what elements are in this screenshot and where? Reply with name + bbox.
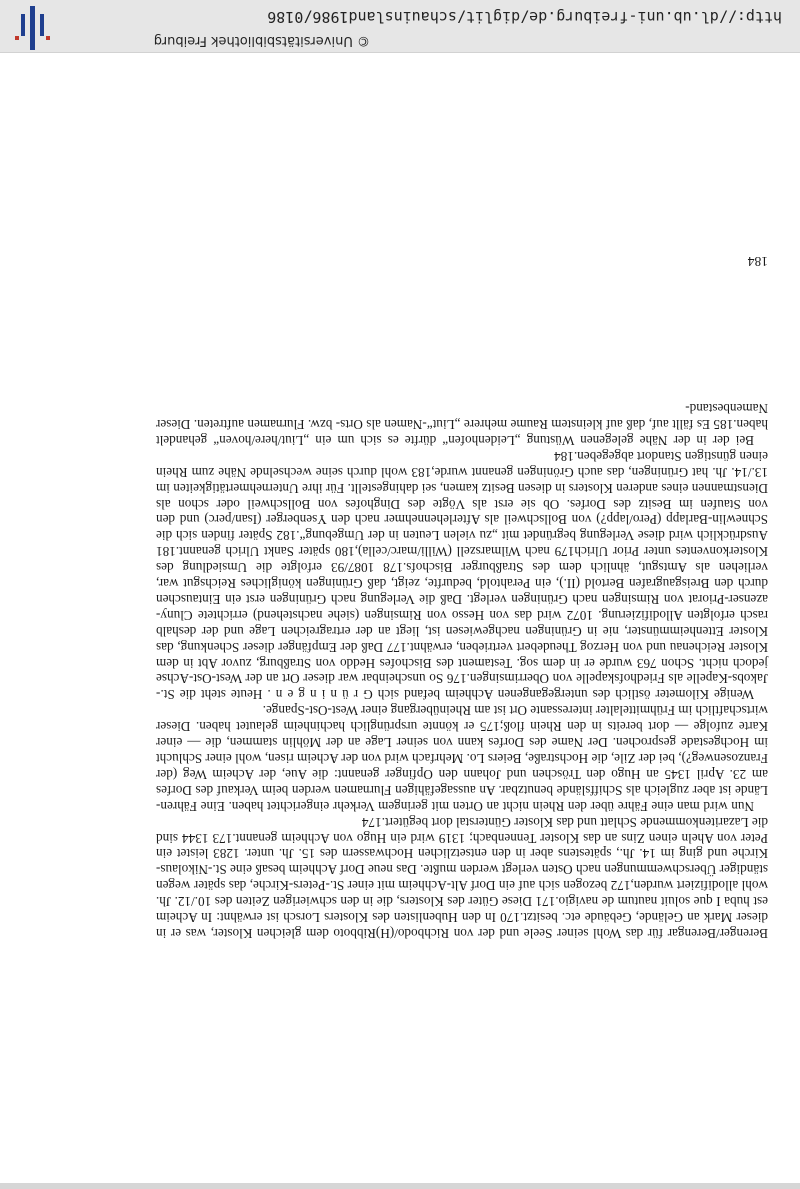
paragraph: Bei der in der Nähe gelegenen Wüstung „Leidenhofen“ dürfte es sich um ein „Liut/here/hoven“ gehandelt haben.185 Es fällt auf, daß auf kleinstem Raume mehrere „Liut“-Namen als Orts- bzw. Flurnamen auftreten. Dieser Namenbestand- <box>156 401 768 448</box>
university-logo-icon <box>12 6 54 50</box>
copyright-notice: © Universitätsbibliothek Freiburg <box>153 33 370 48</box>
source-url-link[interactable]: http://dl.ub.uni-freiburg.de/diglit/schauinsland1986/0186 <box>267 8 782 26</box>
page-number: 184 <box>747 254 768 269</box>
paragraph: Berenger/Berengar für das Wohl seiner Seele und der von Richbodo/(H)Ribboto dem gleichen Kloster, was er in dieser Mark an Gelände, Gebäude etc. besitzt.170 In den Hubenlisten des Klosters Lorsch ist erwähnt: In Acheim est huba I que soluit nautum de navigio.171 Diese Güter des Klosters, die in den schwierigen Zeiten des 10./12. Jh. wohl allodifiziert wurden,172 bezogen sich auf ein Dorf Alt-Achheim mit einer St.-Peters-Kirche, das später wegen ständiger Überschwemmungen nach Osten verlegt werden mußte. Das neue Dorf Achheim besaß eine St.-Nikolaus-Kirche und ging im 14. Jh., spätestens aber in den entsetzlichen Hochwassern des 15. Jh. unter. 1283 leistet ein Peter von Aheln einen Zins an das Kloster Tennenbach; 1319 wird ein Hugo von Achheim genannt.173 1344 sind die Lazaritenkommende Schlatt und das Kloster Günterstal dort begütert.174 <box>156 814 768 941</box>
footer-bar <box>0 0 800 53</box>
paragraph: Nun wird man eine Fähre über den Rhein nicht an Orten mit geringem Verkehr eingerichtet haben. Eine Fähren-Lände ist aber zugleich als Schiffslände benutzbar. An aussagefähigen Flurnamen werden beim Verkauf des Dorfes am 23. April 1345 an Hugo den Tröschen und Johann den Opfinger genannt: die Aue, der Acheim Weg (der Franzosenweg?), bei der Zile, die Hochstraße, Beiers Lo. Mehrfach wird von der Acheim risen, wohl einer Schlucht im Hochgestade gesprochen. Der Name des Dorfes kann von seiner Lage an der Möhlin stammen, die — einer Karte zufolge — dort bereits in den Rhein floß;175 er könnte ursprünglich hachinheim gelautet haben. Dieser wirtschaftlich im Frühmittelalter interessante Ort ist am Rheinübergang einer West-Ost-Spange. <box>156 703 768 814</box>
scan-edge-bar <box>0 1183 800 1189</box>
body-text <box>156 400 768 941</box>
paragraph: Wenige Kilometer östlich des untergegangenen Achheim befand sich G r ü n i n g e n . Heute steht die St.-Jakobs-Kapelle als Friedhofskapelle von Oberrimsingen.176 So unscheinbar war dieser Ort an der West-Ost-Achse jedoch nicht. Schon 763 wurde er in dem sog. Testament des Bischofes Heddo von Straßburg, zuvor Abt in dem Kloster Reichenau und von Herzog Theudebert vertrieben, erwähnt.177 Daß der Empfänger dieser Schenkung, das Kloster Ettenheimmünster, nie in Grüningen nachgewiesen ist, liegt an der ertragreichen Lage und der deshalb rasch erfolgten Allodifizierung. 1072 wird das von Hesso von Rimsingen (siehe nachstehend) errichtete Clunyazenser-Priorat von Rimsingen nach Grüningen verlegt. Daß die Verlegung nach Grüningen erst ein Eintauschen durch den Breisgaugrafen Bertold (II.), ein Perahtold, bedurfte, zeigt, daß Grüningen königliches Reichsgut war, verliehen als Amtsgut, ähnlich dem des Straßburger Bischofs.178 1087/93 erfolgte die Umsiedlung des Klosterkonventes unter Prior Ulrich179 nach Wilmarszell (Willi/marc/cella),180 später Sankt Ulrich genannt.181 Ausdrücklich wird diese Verlegung begründet mit „zu vielen Leuten in der Umgebung“.182 Später finden sich die Schnewlin-Barlapp (Pero/lapp?) von Bollschweil als Afterlehennehmer nach den Ysenberger (Isan/perc) und den von Staufen im Besitz des Dorfes. Ob sie erst als Vögte des Dinghofes von Bollschweil oder schon als Dienstmannen eines anderen Klosters in diesen Besitz kamen, sei dahingestellt. Für ihre Unternehmertätigkeiten im 13./14. Jh. hat Grüningen, das auch Gröningen genannt wurde,183 wohl durch seine wechselnde Nähe zum Rhein einen günstigen Standort abgegeben.184 <box>156 448 768 703</box>
